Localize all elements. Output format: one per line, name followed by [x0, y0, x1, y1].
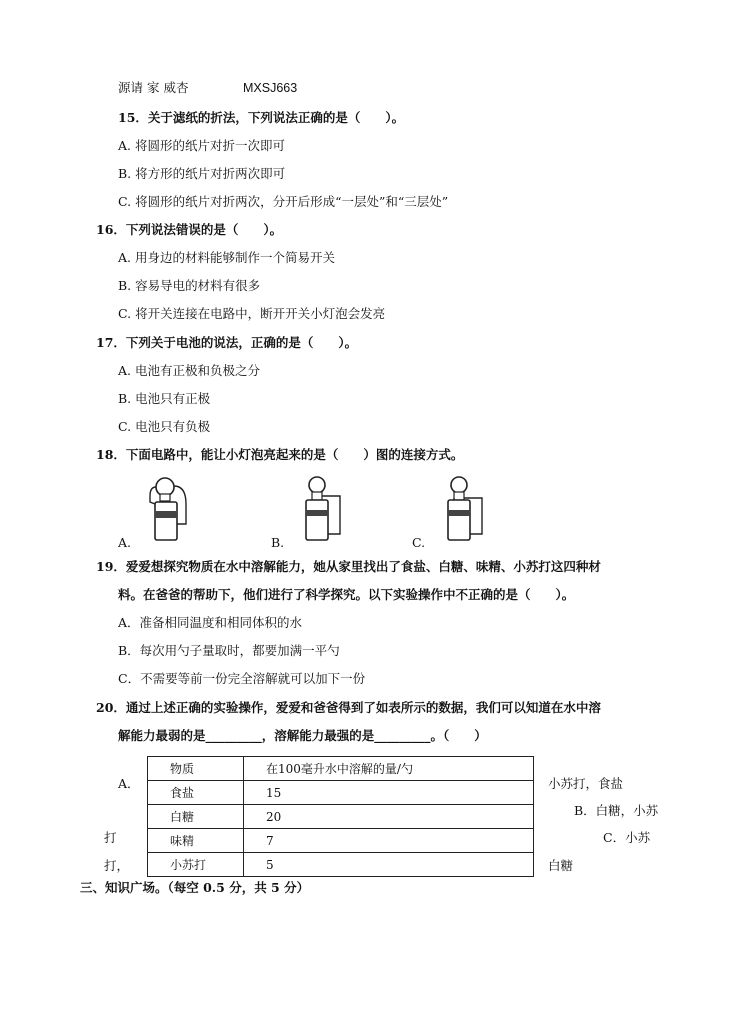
q19-option-c: C．不需要等前一份完全溶解就可以加下一份	[118, 671, 366, 686]
q19-stem-line2: 料。在爸爸的帮助下，他们进行了科学探究。以下实验操作中不正确的是（ ）。	[118, 587, 575, 602]
table-cell: 20	[244, 805, 534, 829]
q20-fragment-da1: 打	[104, 830, 117, 845]
table-header-cell: 物质	[148, 757, 244, 781]
table-cell: 味精	[148, 829, 244, 853]
table-header-cell: 在100毫升水中溶解的量/勺	[244, 757, 534, 781]
header-code: MXSJ663	[243, 81, 298, 95]
table-cell: 食盐	[148, 781, 244, 805]
q20-stem-line2: 解能力最弱的是_________，溶解能力最强的是_________。（ ）	[118, 728, 487, 743]
q19-option-a: A．准备相同温度和相同体积的水	[118, 615, 303, 630]
q19-option-b: B．每次用勺子量取时，都要加满一平勺	[118, 643, 340, 658]
q20-stem-line1: 20．通过上述正确的实验操作，爱爱和爸爸得到了如表所示的数据，我们可以知道在水中溶	[96, 700, 601, 715]
table-cell: 15	[244, 781, 534, 805]
q19-stem-line1: 19．爱爱想探究物质在水中溶解能力，她从家里找出了食盐、白糖、味精、小苏打这四种材	[96, 559, 601, 574]
q20-fragment-r2: B．白糖，小苏	[574, 803, 659, 818]
q15-stem: 15．关于滤纸的折法，下列说法正确的是（ ）。	[118, 110, 405, 125]
q15-option-b: B. 将方形的纸片对折两次即可	[118, 166, 286, 181]
q17-stem: 17．下列关于电池的说法，正确的是（ ）。	[96, 335, 358, 350]
q15-option-c: C. 将圆形的纸片对折两次，分开后形成“一层处”和“三层处”	[118, 194, 449, 209]
q18-stem: 18．下面电路中，能让小灯泡亮起来的是（ ）图的连接方式。	[96, 447, 464, 462]
section3-title: 三、知识广场。（每空 0.5 分，共 5 分）	[80, 880, 310, 895]
header-source: 源请 家 威杏	[118, 80, 189, 95]
table-cell: 白糖	[148, 805, 244, 829]
q20-fragment-da2: 打，	[104, 858, 130, 873]
q20-fragment-r3: C．小苏	[603, 830, 651, 845]
table-row	[148, 829, 534, 853]
q20-option-a-label: A．	[118, 776, 140, 791]
table-cell: 5	[244, 853, 534, 877]
circuit-c-diagram	[442, 474, 492, 546]
q18-label-a: A.	[118, 535, 132, 550]
table-row	[148, 781, 534, 805]
q20-fragment-r4: 白糖	[548, 858, 574, 873]
q17-option-a: A. 电池有正极和负极之分	[118, 363, 260, 378]
q16-option-c: C. 将开关连接在电路中，断开开关小灯泡会发亮	[118, 306, 386, 321]
q18-label-c: C.	[412, 535, 426, 550]
q18-label-b: B.	[271, 535, 285, 550]
q16-option-b: B. 容易导电的材料有很多	[118, 278, 261, 293]
q17-option-c: C. 电池只有负极	[118, 419, 211, 434]
table-cell: 小苏打	[148, 853, 244, 877]
circuit-b-diagram	[300, 474, 350, 546]
q20-fragment-r1: 小苏打，食盐	[548, 776, 624, 791]
q16-option-a: A. 用身边的材料能够制作一个简易开关	[118, 250, 335, 265]
table-row	[148, 853, 534, 877]
solubility-table	[147, 756, 534, 877]
q17-option-b: B. 电池只有正极	[118, 391, 211, 406]
q16-stem: 16．下列说法错误的是（ ）。	[96, 222, 283, 237]
circuit-a-diagram	[146, 474, 192, 546]
table-cell: 7	[244, 829, 534, 853]
q15-option-a: A. 将圆形的纸片对折一次即可	[118, 138, 285, 153]
table-row	[148, 805, 534, 829]
table-header-row	[148, 757, 534, 781]
